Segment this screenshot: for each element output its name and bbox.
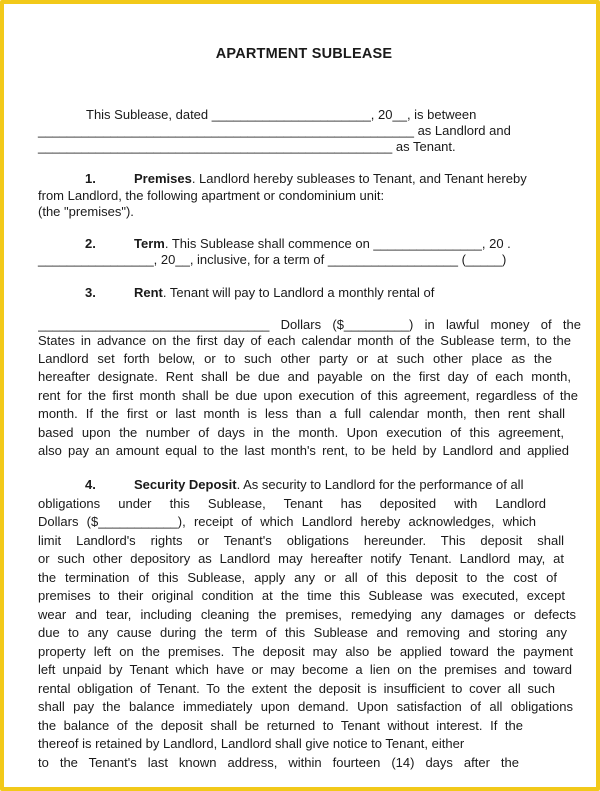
section-1-line-2: (the "premises"). <box>38 204 134 219</box>
intro-line-2: ____________________________________________________ as Landlord and <box>38 123 511 138</box>
section-4-line-14: thereof is retained by Landlord, Landlord shall give notice to Tenant, either <box>38 736 465 751</box>
section-4-line-10: left unpaid by Tenant which have or may become a lien on the premises and toward <box>38 662 572 677</box>
section-3-line-4: hereafter designate. Rent shall be due and payable on the first day of each month, <box>38 369 571 384</box>
section-3-heading <box>134 285 434 301</box>
section-3-line-2: States in advance on the first day of each calendar month of the Sublease term, to the <box>38 333 571 348</box>
section-1-line-1: from Landlord, the following apartment or condominium unit: <box>38 188 385 203</box>
section-4-line-12: shall pay the balance immediately upon demand. Upon satisfaction of all obligations <box>38 699 573 714</box>
section-2-number: 2. <box>85 236 96 251</box>
section-4-number: 4. <box>85 477 96 492</box>
section-3-number: 3. <box>85 285 96 300</box>
section-2-head-text: . This Sublease shall commence on _______________, 20 . <box>164 236 511 251</box>
section-1-number: 1. <box>85 171 96 186</box>
section-3-line-1: ________________________________ Dollars ($_________) in lawful money of the <box>38 317 581 332</box>
section-3-line-6: month. If the first or last month is less than a full calendar month, then rent shall <box>38 406 565 421</box>
section-1-title: Premises <box>134 171 192 186</box>
section-1-head-text: . Landlord hereby subleases to Tenant, and Tenant hereby <box>191 171 527 186</box>
section-2-line-1: ________________, 20__, inclusive, for a term of __________________ (_____) <box>38 252 507 267</box>
section-2-title: Term <box>134 236 165 251</box>
section-4-line-8: due to any cause during the term of this Sublease and removing and storing any <box>38 625 567 640</box>
section-4-line-1: obligations under this Sublease, Tenant has deposited with Landlord <box>38 496 546 511</box>
document-title: APARTMENT SUBLEASE <box>215 46 393 62</box>
section-4-title: Security Deposit <box>134 477 237 492</box>
section-4-line-3: limit Landlord's rights or Tenant's obligations hereunder. This deposit shall <box>38 533 564 548</box>
section-4-line-2: Dollars ($___________), receipt of which Landlord hereby acknowledges, which <box>38 514 536 529</box>
section-1-heading <box>134 171 527 187</box>
section-3-title: Rent <box>134 285 163 300</box>
section-3-line-7: based upon the number of days in the month. Upon execution of this agreement, <box>38 425 564 440</box>
section-3-line-3: Landlord set forth below, or to such other party or at such other place as the <box>38 351 552 366</box>
section-4-line-11: rental obligation of Tenant. To the extent the deposit is insufficient to cover all such <box>38 681 555 696</box>
document-page <box>4 4 600 791</box>
intro-line-1: This Sublease, dated ______________________, 20__, is between <box>86 107 477 122</box>
section-4-heading <box>134 477 523 493</box>
section-4-line-13: the balance of the deposit shall be returned to Tenant without interest. If the <box>38 718 523 733</box>
section-4-line-15: to the Tenant's last known address, within fourteen (14) days after the <box>38 755 519 770</box>
section-3-line-5: rent for the first month shall be due upon execution of this agreement, regardless of the <box>38 388 578 403</box>
section-4-line-4: or such other depository as Landlord may hereafter notify Tenant. Landlord may, at <box>38 551 564 566</box>
intro-line-3: _________________________________________________ as Tenant. <box>38 139 456 154</box>
section-2-heading <box>134 236 511 252</box>
section-3-head-text: . Tenant will pay to Landlord a monthly rental of <box>162 285 435 300</box>
section-4-line-9: property left on the premises. The deposit may also be applied toward the payment <box>38 644 573 659</box>
section-4-line-5: the termination of this Sublease, apply any or all of this deposit to the cost of <box>38 570 557 585</box>
section-4-head-text: . As security to Landlord for the performance of all <box>236 477 524 492</box>
section-4-line-6: premises to their original condition at the time this Sublease was executed, except <box>38 588 565 603</box>
section-3-line-8: also pay an amount equal to the last month's rent, to be held by Landlord and applied <box>38 443 569 458</box>
section-4-line-7: wear and tear, including cleaning the premises, remedying any damages or defects <box>38 607 576 622</box>
